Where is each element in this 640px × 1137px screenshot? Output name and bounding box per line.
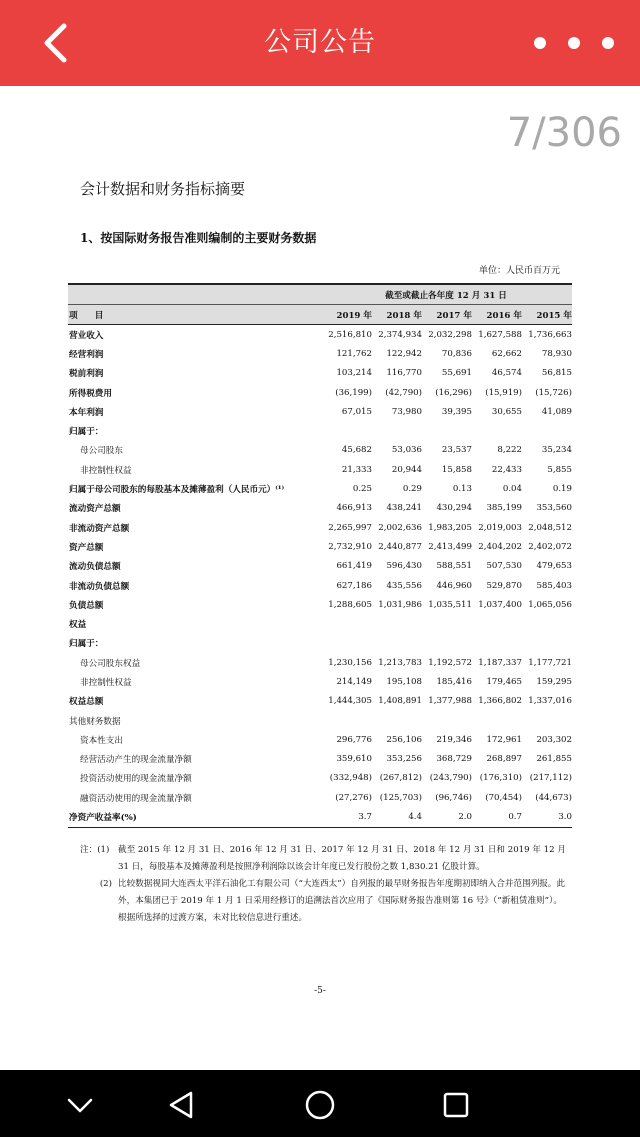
cell-value: 1,983,205 [428,522,472,533]
page-number: -5- [314,986,326,996]
table-row [68,614,572,633]
cell-value: 2,048,512 [528,522,572,533]
table-row [68,402,572,421]
cell-value: 3.7 [358,812,372,823]
cell-value: (36,199) [335,387,372,398]
subsection-title: 1、按国际财务报告准则编制的主要财务数据 [80,231,317,245]
square-recents-icon [436,1085,476,1125]
cell-value: 430,294 [436,503,472,514]
cell-value: 438,241 [386,503,422,514]
more-dots-icon [534,37,546,49]
table-row [68,807,572,827]
cell-value: 1,192,572 [428,657,472,668]
cell-value: (70,454) [485,792,522,803]
row-label: 税前利润 [69,369,104,380]
cell-value: 2,374,934 [378,329,422,340]
cell-value: 1,337,016 [528,696,572,707]
cell-value: 55,691 [441,368,472,379]
cell-value: 359,610 [336,754,372,765]
cell-value: 585,403 [536,580,572,591]
table-span-header: 截至或截止各年度 12 月 31 日 [385,290,507,301]
table-row [68,769,572,788]
cell-value: 2,032,298 [428,329,472,340]
cell-value: 5,855 [547,464,572,475]
row-label: 负债总额 [69,600,104,611]
cell-value: 53,036 [391,445,422,456]
row-label: 非流动资产总额 [69,523,130,534]
cell-value: 1,736,663 [528,329,572,340]
cell-value: (27,276) [335,792,372,803]
cell-value: (15,919) [485,387,522,398]
app-bar [0,0,640,86]
cell-value: 446,960 [436,580,472,591]
row-label: 权益总额 [69,697,104,708]
table-row [68,460,572,479]
row-label: 流动负债总额 [69,562,121,573]
row-label: 净资产收益率(%) [69,813,137,824]
row-label: 资产总额 [69,542,104,553]
cell-value: 67,015 [341,406,372,417]
table-row [68,692,572,711]
cell-value: 103,214 [336,368,372,379]
cell-value: 368,729 [436,754,472,765]
unit-label: 单位：人民币百万元 [478,266,560,276]
table-row [68,421,572,440]
row-label: 非控制性权益 [80,465,132,476]
cell-value: 268,897 [486,754,522,765]
section-title: 会计数据和财务指标摘要 [80,180,246,198]
cell-value: 435,556 [386,580,422,591]
financial-table [68,283,572,828]
cell-value: 353,256 [386,754,422,765]
cell-value: 1,377,988 [428,696,472,707]
cell-value: 385,199 [486,503,522,514]
cell-value: 73,980 [391,406,422,417]
cell-value: 1,408,891 [378,696,422,707]
row-label: 其他财务数据 [69,716,121,727]
chevron-down-icon [60,1085,100,1125]
cell-value: 23,537 [441,445,472,456]
more-button[interactable] [534,30,614,56]
cell-value: (243,790) [429,773,472,784]
nav-back-button[interactable] [162,1085,202,1125]
cell-value: 121,762 [336,348,372,359]
footnote: (2) 比较数据视同大连西太平洋石油化工有限公司（“大连西太”）自列报的最早财务报告年度期初即纳入合并范围列报。此外，本集团已于 2019 年 1 月 1 日采用经修订的追溯法首次应用了《国际财务报告准则第 16 号》（“新租赁准则”）。根据所选择的过渡方案，未对比较信息进行重述。 [99,879,566,923]
cell-value: 596,430 [386,561,422,572]
table-row [68,788,572,807]
cell-value: 1,065,056 [528,599,572,610]
cell-value: 172,961 [486,734,522,745]
year-header: 2015 年 [536,310,572,321]
cell-value: 21,333 [341,464,372,475]
cell-value: 0.7 [508,812,522,823]
system-nav-bar [0,1070,640,1137]
year-header: 2019 年 [336,310,372,321]
cell-value: 4.4 [408,812,422,823]
document-page[interactable] [0,86,640,1070]
circle-home-icon [300,1085,340,1125]
row-label: 经营活动产生的现金流量净额 [80,755,192,766]
cell-value: 3.0 [558,812,572,823]
table-row [68,344,572,363]
cell-value: 20,944 [391,464,422,475]
table-row [68,325,572,344]
cell-value: (125,703) [379,792,422,803]
cell-value: 78,930 [541,348,572,359]
cell-value: 2,265,997 [328,522,372,533]
table-row [68,441,572,460]
cell-value: 203,302 [536,734,572,745]
table-row [68,672,572,691]
cell-value: 661,419 [336,561,372,572]
cell-value: 1,177,721 [528,657,572,668]
row-label: 经营利润 [69,349,104,360]
page-indicator: 7/306 [506,110,622,156]
row-label: 所得税费用 [69,388,112,399]
row-label: 母公司股东权益 [80,658,141,669]
table-row [68,499,572,518]
cell-value: 1,444,305 [328,696,372,707]
cell-value: 116,770 [386,368,422,379]
cell-value: 296,776 [336,734,372,745]
row-label: 归属于母公司股东的每股基本及摊薄盈利（人民币元）⁽¹⁾ [69,485,285,496]
cell-value: (176,310) [479,773,522,784]
cell-value: 466,913 [336,503,372,514]
table-row [68,364,572,383]
cell-value: 261,855 [536,754,572,765]
table-row [68,518,572,537]
cell-value: 1,037,400 [478,599,522,610]
nav-home-button[interactable] [300,1085,340,1125]
table-header-row [68,305,572,325]
footnotes [80,842,570,927]
table-row [68,537,572,556]
cell-value: 70,836 [441,348,472,359]
cell-value: 1,230,156 [328,657,372,668]
cell-value: 2,002,636 [378,522,422,533]
cell-value: 1,035,511 [428,599,472,610]
cell-value: 1,031,986 [378,599,422,610]
nav-hide-keyboard-button[interactable] [60,1085,100,1125]
cell-value: 353,560 [536,503,572,514]
cell-value: (96,746) [435,792,472,803]
cell-value: 22,433 [491,464,522,475]
cell-value: (16,296) [435,387,472,398]
table-row [68,711,572,730]
cell-value: 219,346 [436,734,472,745]
triangle-back-icon [162,1085,202,1125]
cell-value: 1,288,605 [328,599,372,610]
cell-value: 0.25 [352,484,372,495]
cell-value: 1,366,802 [478,696,522,707]
table-row [68,750,572,769]
cell-value: 2,516,810 [328,329,372,340]
cell-value: 0.19 [552,484,572,495]
cell-value: 185,416 [436,676,472,687]
cell-value: 56,815 [541,368,572,379]
cell-value: 46,574 [491,368,522,379]
year-header: 2017 年 [436,310,472,321]
cell-value: 35,234 [541,445,572,456]
cell-value: 179,465 [486,676,522,687]
cell-value: 529,870 [486,580,522,591]
year-header: 2016 年 [486,310,522,321]
table-row [68,595,572,614]
cell-value: 588,551 [436,561,472,572]
cell-value: 45,682 [341,445,372,456]
app-title: 公司公告 [264,27,376,58]
cell-value: 2,440,877 [378,541,422,552]
table-row [68,730,572,749]
row-label: 母公司股东 [80,446,123,457]
row-label: 非流动负债总额 [69,581,130,592]
cell-value: (332,948) [329,773,372,784]
table-body [68,325,572,828]
cell-value: 507,530 [486,561,522,572]
row-label: 融资活动使用的现金流量净额 [80,793,192,804]
cell-value: 0.04 [502,484,522,495]
cell-value: 2.0 [458,812,472,823]
cell-value: (267,812) [379,773,422,784]
cell-value: 62,662 [491,348,522,359]
cell-value: 1,187,337 [478,657,522,668]
cell-value: 8,222 [497,445,522,456]
row-label: 本年利润 [69,407,104,418]
row-label: 归属于： [69,639,104,650]
row-label: 资本性支出 [80,735,123,746]
table-row [68,576,572,595]
cell-value: 15,858 [441,464,472,475]
cell-value: 1,213,783 [378,657,422,668]
more-dots-icon [568,37,580,49]
cell-value: 627,186 [336,580,372,591]
row-label: 流动资产总额 [69,504,121,515]
cell-value: 214,149 [336,676,372,687]
cell-value: (44,673) [535,792,572,803]
cell-value: 256,106 [386,734,422,745]
cell-value: 30,655 [491,406,522,417]
row-label: 归属于： [69,427,104,438]
table-row [68,383,572,402]
cell-value: 0.13 [452,484,472,495]
table-row [68,653,572,672]
cell-value: 2,732,910 [328,541,372,552]
table-row [68,557,572,576]
cell-value: (15,726) [535,387,572,398]
cell-value: 2,413,499 [428,541,472,552]
cell-value: 2,019,003 [478,522,522,533]
cell-value: 159,295 [536,676,572,687]
cell-value: 41,089 [541,406,572,417]
cell-value: 2,402,072 [528,541,572,552]
cell-value: 479,653 [536,561,572,572]
cell-value: 0.29 [402,484,422,495]
nav-recents-button[interactable] [436,1085,476,1125]
cell-value: 39,395 [441,406,472,417]
cell-value: 2,404,202 [478,541,522,552]
more-dots-icon [602,37,614,49]
item-header: 项 目 [69,310,104,321]
cell-value: 1,627,588 [478,329,522,340]
cell-value: (42,790) [385,387,422,398]
cell-value: (217,112) [529,773,572,784]
cell-value: 195,108 [386,676,422,687]
row-label: 营业收入 [69,330,104,341]
table-row [68,479,572,498]
table-row [68,634,572,653]
cell-value: 122,942 [386,348,422,359]
row-label: 非控制性权益 [80,677,132,688]
year-header: 2018 年 [386,310,422,321]
footnote: 注：(1) 截至 2015 年 12 月 31 日、2016 年 12 月 31 日、2017 年 12 月 31 日、2018 年 12 月 31 日和 2019 年 12 月 31 日，每股基本及摊薄盈利是按照净利润除以该会计年度已发行股份之数 1,830.21 亿股计算。 [80,845,566,872]
row-label: 权益 [69,620,87,631]
row-label: 投资活动使用的现金流量净额 [80,774,192,785]
